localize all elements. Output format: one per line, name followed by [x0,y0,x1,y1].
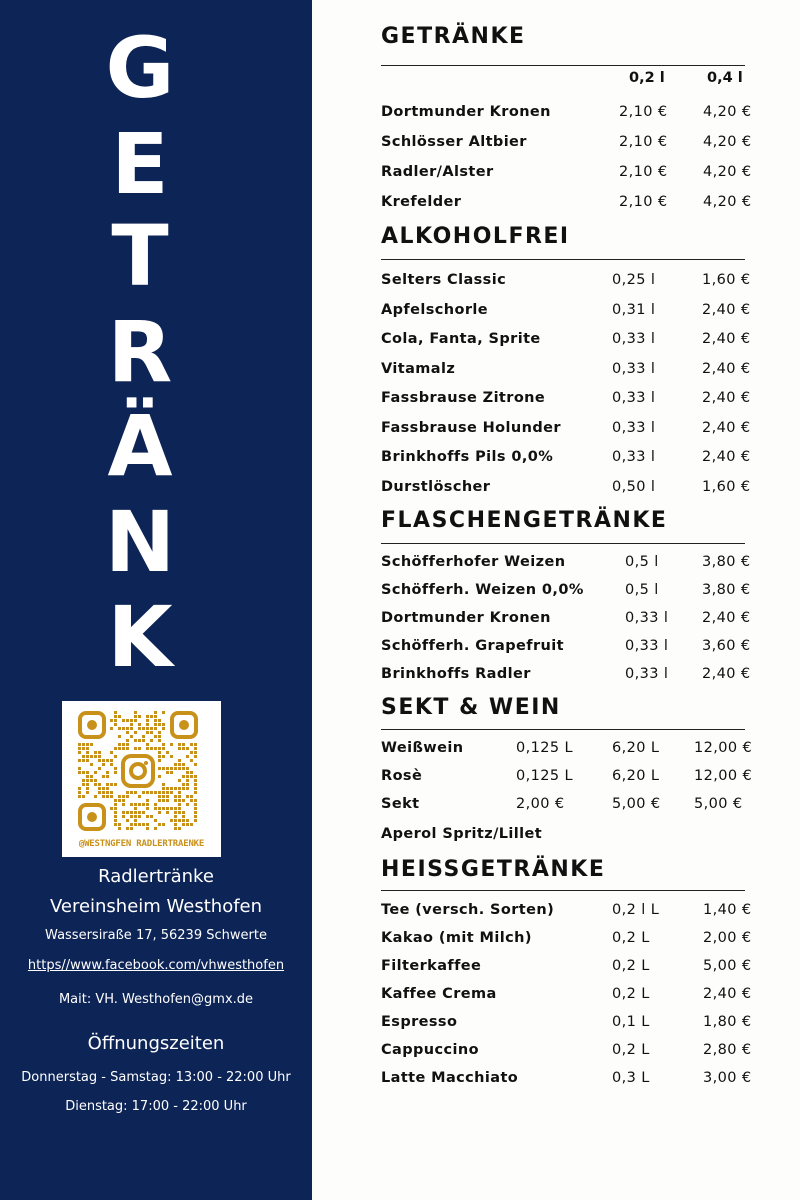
item-name: Kakao (mit Milch) [381,930,532,946]
drinks-menu [381,0,761,1200]
item-value: 0,33 l [612,331,656,347]
item-value: 6,20 L [612,740,660,756]
item-name: Radler/Alster [381,164,494,180]
menu-item-row [381,479,761,499]
email: Mait: VH. Westhofen@gmx.de [58,992,254,1007]
opening-hours-line: Dienstag: 17:00 - 22:00 Uhr [65,1099,247,1114]
venue-name: Radlertränke [98,866,214,887]
menu-item-row [381,638,761,658]
address: Wassersiraße 17, 56239 Schwerte [45,928,267,943]
item-value: 12,00 € [694,768,753,784]
item-value: 2,40 € [702,610,751,626]
item-value: 2,40 € [702,449,751,465]
vertical-title-letter: R [107,303,173,401]
item-name: Latte Macchiato [381,1070,519,1086]
item-value: 1,40 € [703,902,752,918]
item-name: Durstlöscher [381,478,491,495]
vertical-title-letter: K [107,588,173,686]
item-name: Cola, Fanta, Sprite [381,331,541,347]
item-name: Dortmunder Kronen [381,104,551,120]
vertical-title-letter: G [105,19,175,117]
venue-subtitle: Vereinsheim Westhofen [49,896,263,917]
item-name: Schöfferh. Grapefruit [381,638,564,654]
menu-item-row [381,902,761,922]
item-name: Fassbrause Zitrone [381,390,546,406]
item-value: 0,2 l L [612,902,660,918]
item-value: 0,2 L [612,958,650,974]
menu-item-row [381,302,761,322]
item-value: 2,40 € [702,331,751,347]
item-name: Espresso [381,1014,458,1030]
item-value: 2,40 € [702,301,751,318]
menu-item-row [381,930,761,950]
vertical-title-letter: N [104,493,176,591]
menu-item-row [381,1070,761,1090]
menu-item-row [381,331,761,351]
column-header: 0,2 l [629,70,665,86]
qr-caption: @WESTNGFEN RADLERTRAENKE [78,839,205,849]
item-name: Fassbrause Holunder [381,419,561,436]
item-name: Filterkaffee [381,958,482,974]
menu-item-row [381,134,761,154]
instagram-qr-code[interactable] [62,701,221,857]
item-name: Weißwein [381,740,464,756]
menu-item-row [381,986,761,1006]
section-divider [381,543,745,544]
item-value: 2,40 € [702,390,751,406]
menu-item-row [381,1042,761,1062]
item-value: 0,2 L [612,930,650,946]
menu-item-row [381,164,761,184]
item-value: 6,20 L [612,768,660,784]
item-value: 2,40 € [702,360,751,377]
item-name: Krefelder [381,194,462,210]
item-value: 0,2 L [612,1042,650,1058]
item-value: 0,33 l [625,610,669,626]
menu-item-row [381,666,761,686]
item-value: 0,33 l [612,360,656,377]
menu-item-row [381,740,761,760]
menu-item-row [381,768,761,788]
menu-item-row [381,582,761,602]
item-name: Apfelschorle [381,301,488,318]
menu-item-row [381,420,761,440]
item-value: 5,00 € [694,796,743,812]
item-name: Sekt [381,796,420,812]
menu-item-row [381,361,761,381]
menu-item-row [381,610,761,630]
item-name: Schöfferh. Weizen 0,0% [381,582,584,598]
facebook-link[interactable]: https//www.facebook.com/vhwesthofen [27,958,285,973]
item-value: 0,2 L [612,986,650,1002]
item-value: 0,33 l [625,666,669,682]
section-divider [381,729,745,730]
menu-item-row [381,826,761,846]
item-value: 4,20 € [703,164,752,180]
opening-hours-title: Öffnungszeiten [87,1033,225,1054]
item-name: Aperol Spritz/Lillet [381,826,543,842]
item-value: 2,40 € [702,666,751,682]
item-value: 0,50 l [612,478,656,495]
item-name: Brinkhoffs Pils 0,0% [381,449,554,465]
item-name: Kaffee Crema [381,986,497,1002]
menu-item-row [381,449,761,469]
section-title: HEISSGETRÄNKE [381,857,606,882]
item-value: 2,10 € [619,134,668,150]
section-title: FLASCHENGETRÄNKE [381,508,668,533]
item-value: 3,00 € [703,1070,752,1086]
section-divider [381,65,745,66]
item-value: 0,33 l [612,390,656,406]
item-value: 2,80 € [703,1042,752,1058]
item-value: 2,10 € [619,194,668,210]
item-name: Schlösser Altbier [381,134,527,150]
item-value: 5,00 € [612,796,661,812]
item-value: 0,125 L [516,768,573,784]
vertical-title-letter: T [111,207,169,305]
section-title: GETRÄNKE [381,24,526,49]
section-title: SEKT & WEIN [381,695,561,720]
item-name: Brinkhoffs Radler [381,666,531,682]
item-value: 0,33 l [625,638,669,654]
menu-item-row [381,272,761,292]
item-value: 2,40 € [702,419,751,436]
item-value: 2,10 € [619,104,668,120]
item-name: Dortmunder Kronen [381,610,551,626]
item-value: 0,125 L [516,740,573,756]
item-value: 3,60 € [702,638,751,654]
item-name: Rosè [381,768,423,784]
item-value: 0,33 l [612,419,656,436]
item-value: 4,20 € [703,194,752,210]
vertical-title-letter: Ä [107,397,173,495]
menu-item-row [381,104,761,124]
qr-code-icon [76,709,207,837]
item-value: 3,80 € [702,582,751,598]
item-value: 0,1 L [612,1014,650,1030]
item-name: Cappuccino [381,1042,479,1058]
section-divider [381,259,745,260]
item-value: 2,00 € [703,930,752,946]
item-value: 0,5 l [625,554,659,570]
menu-item-row [381,194,761,214]
item-value: 0,25 l [612,272,656,288]
item-value: 1,60 € [702,272,751,288]
item-name: Vitamalz [381,360,456,377]
menu-item-row [381,796,761,816]
menu-item-row [381,958,761,978]
section-title: ALKOHOLFREI [381,224,570,249]
item-value: 2,00 € [516,796,565,812]
item-value: 4,20 € [703,104,752,120]
item-value: 0,3 L [612,1070,650,1086]
opening-hours-line: Donnerstag - Samstag: 13:00 - 22:00 Uhr [21,1070,291,1085]
menu-item-row [381,554,761,574]
item-value: 4,20 € [703,134,752,150]
item-value: 0,31 l [612,301,656,318]
item-value: 1,80 € [703,1014,752,1030]
item-value: 3,80 € [702,554,751,570]
vertical-title-letter: E [111,115,169,213]
column-header: 0,4 l [707,70,743,86]
item-value: 2,40 € [703,986,752,1002]
sidebar [0,0,312,1200]
item-value: 2,10 € [619,164,668,180]
item-value: 0,5 l [625,582,659,598]
item-name: Schöfferhofer Weizen [381,554,566,570]
menu-item-row [381,390,761,410]
item-value: 5,00 € [703,958,752,974]
item-value: 0,33 l [612,449,656,465]
item-name: Selters Classic [381,272,507,288]
item-value: 12,00 € [694,740,753,756]
menu-item-row [381,1014,761,1034]
item-value: 1,60 € [702,478,751,495]
item-name: Tee (versch. Sorten) [381,902,555,918]
section-divider [381,890,745,891]
